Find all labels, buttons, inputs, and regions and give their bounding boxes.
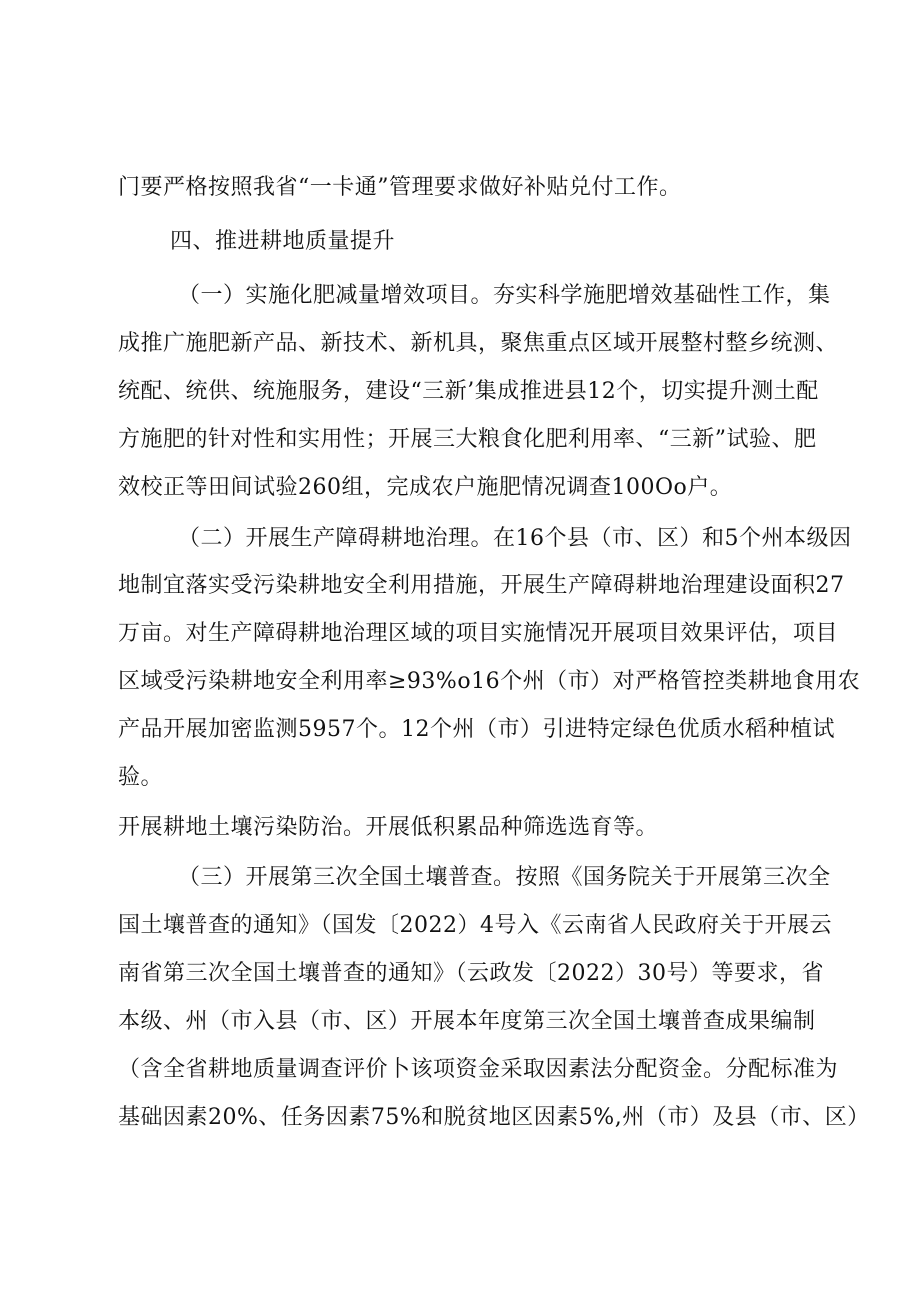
text-line: 开展耕地土壤污染防治。开展低积累品种筛选选育等。 bbox=[118, 815, 659, 840]
paragraph-line: （二）开展生产障碍耕地治理。在16个县（市、区）和5个州本级因 bbox=[178, 526, 852, 551]
section-heading: 四、推进耕地质量提升 bbox=[170, 229, 396, 254]
paragraph-line: （一）实施化肥减量增效项目。夯实科学施肥增效基础性工作，集 bbox=[178, 283, 831, 308]
text-line: 本级、州（市入县（市、区）开展本年度第三次全国土壤普查成果编制 bbox=[118, 1009, 816, 1034]
text-line: 地制宜落实受污染耕地安全利用措施，开展生产障碍耕地治理建设面积27 bbox=[118, 573, 845, 598]
text-line: 效校正等田间试验260组，完成农户施肥情况调查100Oo户。 bbox=[118, 475, 733, 500]
text-line: （含全省耕地质量调查评价卜该项资金采取因素法分配资金。分配标准为 bbox=[118, 1057, 839, 1082]
text-line: 产品开展加密监测5957个。12个州（市）引进特定绿色优质水稻种植试 bbox=[118, 717, 835, 742]
text-line: 验。 bbox=[118, 765, 164, 790]
text-line: 国土壤普查的通知》（国发〔2022）4号入《云南省人民政府关于开展云 bbox=[118, 913, 832, 938]
text-line: 南省第三次全国土壤普查的通知》（云政发〔2022）30号）等要求，省 bbox=[118, 961, 824, 986]
text-line: 成推广施肥新产品、新技术、新机具，聚焦重点区域开展整村整乡统测、 bbox=[118, 331, 839, 356]
paragraph-line: （三）开展第三次全国土壤普查。按照《国务院关于开展第三次全 bbox=[178, 865, 831, 890]
text-line: 基础因素20%、任务因素75%和脱贫地区因素5%,州（市）及县（市、区） bbox=[118, 1105, 870, 1130]
text-line: 统配、统供、统施服务，建设“三新’集成推进县12个，切实提升测土配 bbox=[118, 379, 819, 404]
text-line: 门要严格按照我省“一卡通”管理要求做好补贴兑付工作。 bbox=[118, 175, 682, 200]
text-line: 区域受污染耕地安全利用率≥93%o16个州（市）对严格管控类耕地食用农 bbox=[118, 669, 861, 694]
text-line: 方施肥的针对性和实用性；开展三大粮食化肥利用率、“三新”试验、肥 bbox=[118, 427, 817, 452]
text-line: 万亩。对生产障碍耕地治理区域的项目实施情况开展项目效果评估，项目 bbox=[118, 621, 839, 646]
